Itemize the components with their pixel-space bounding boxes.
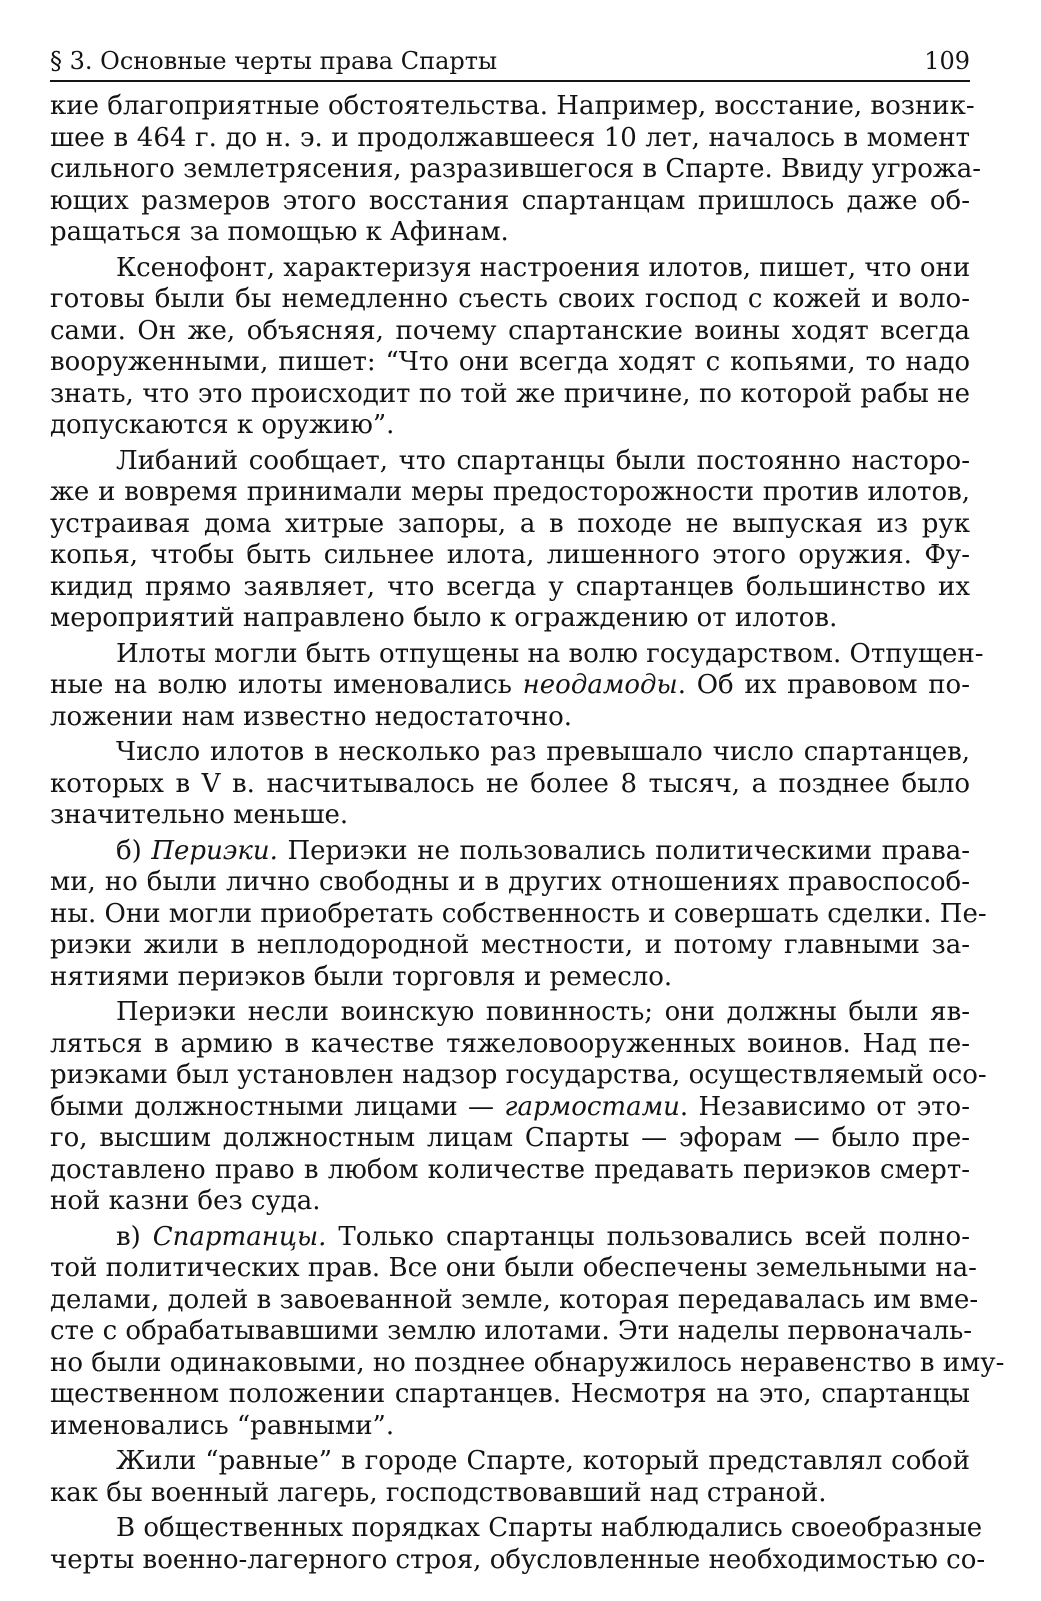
- text-line: но были одинаковыми, но позднее обнаружилось неравенство в иму-: [50, 1347, 1005, 1378]
- text-line: допускаются к оружию”.: [50, 410, 395, 440]
- text-line: ны. Они могли приобретать собственность и совершать сделки. Пе-: [50, 898, 987, 929]
- paragraph: [50, 91, 982, 249]
- text-line: В общественных порядках Спарты наблюдались своеобразные: [116, 1513, 983, 1543]
- page-number: 109: [924, 47, 970, 75]
- text-line: ной казни без суда.: [50, 1186, 321, 1216]
- text-line: ющих размеров этого восстания спартанцам пришлось даже об-: [50, 185, 970, 216]
- paragraph: [50, 638, 984, 734]
- text-line: Число илотов в несколько раз превышало число спартанцев,: [116, 737, 970, 767]
- text-line: вооруженными, пишет: “Что они всегда ходят с копьями, то надо: [50, 347, 970, 377]
- body-text: [50, 91, 1005, 1576]
- text-line: копья, чтобы быть сильнее илота, лишенного этого оружия. Фу-: [50, 540, 970, 570]
- running-header: [50, 44, 970, 76]
- text-line: знать, что это происходит по той же причине, по которой рабы не: [50, 378, 970, 409]
- paragraph: [50, 1446, 970, 1509]
- text-line: щественном положении спартанцев. Несмотря на это, спартанцы: [50, 1379, 970, 1409]
- text-line: устраивая дома хитрые запоры, а в походе не выпуская из рук: [50, 508, 970, 539]
- text-line: сами. Он же, объясняя, почему спартанские воины ходят всегда: [50, 315, 970, 346]
- text-line: б) Периэки. Периэки не пользовались политическими права-: [116, 835, 970, 866]
- paragraph: [50, 446, 970, 635]
- text-line: делами, долей в завоеванной земле, которая передавалась им вме-: [50, 1284, 979, 1315]
- header-rule: [50, 80, 970, 82]
- text-line: Периэки несли воинскую повинность; они должны были яв-: [116, 997, 970, 1027]
- text-line: Жили “равные” в городе Спарте, который представлял собой: [116, 1446, 970, 1476]
- text-line: которых в V в. насчитывалось не более 8 тысяч, а позднее было: [50, 768, 970, 799]
- paragraph: [50, 997, 987, 1218]
- text-line: Ксенофонт, характеризуя настроения илотов, пишет, что они: [116, 252, 971, 283]
- paragraph: [50, 1513, 986, 1576]
- text-line: ные на волю илоты именовались неодамоды. Об их правовом по-: [50, 670, 970, 700]
- text-line: значительно меньше.: [50, 800, 349, 830]
- text-line: именовались “равными”.: [50, 1410, 395, 1441]
- text-line: Либаний сообщает, что спартанцы были постоянно насторо-: [116, 445, 970, 476]
- section-title: § 3. Основные черты права Спарты: [50, 47, 498, 75]
- text-line: готовы были бы немедленно съесть своих господ с кожей и воло-: [50, 284, 970, 314]
- paragraph: [50, 253, 970, 442]
- text-line: черты военно-лагерного строя, обусловленные необходимостью со-: [50, 1544, 986, 1575]
- text-line: ми, но были лично свободны и в других отношениях правоспособ-: [50, 867, 970, 897]
- text-line: ложении нам известно недостаточно.: [50, 701, 573, 732]
- text-line: мероприятий направлено было к ограждению от илотов.: [50, 603, 838, 633]
- text-line: риэки жили в неплодородной местности, и потому главными за-: [50, 930, 970, 960]
- text-line: сильного землетрясения, разразившегося в Спарте. Ввиду угрожа-: [50, 154, 982, 184]
- text-line: нятиями периэков были торговля и ремесло.: [50, 961, 673, 992]
- text-line: ляться в армию в качестве тяжеловооруженных воинов. Над пе-: [50, 1028, 970, 1059]
- paragraph: [50, 1221, 1005, 1443]
- text-line: как бы военный лагерь, господствовавший над страной.: [50, 1477, 827, 1508]
- text-line: в) Спартанцы. Только спартанцы пользовались всей полно-: [116, 1221, 970, 1252]
- text-line: той политических прав. Все они были обеспечены земельными на-: [50, 1253, 977, 1283]
- text-line: шее в 464 г. до н. э. и продолжавшееся 10 лет, началось в момент: [50, 122, 970, 153]
- paragraph: [50, 737, 970, 832]
- text-line: кидид прямо заявляет, что всегда у спартанцев большинство их: [50, 571, 970, 602]
- text-line: доставлено право в любом количестве предавать периэков смерт-: [50, 1154, 970, 1185]
- text-line: сте с обрабатывавшими землю илотами. Эти наделы первоначаль-: [50, 1316, 973, 1346]
- text-line: же и вовремя принимали меры предосторожности против илотов,: [50, 477, 970, 507]
- text-line: быми должностными лицами — гармостами. Независимо от это-: [50, 1091, 970, 1122]
- text-line: ращаться за помощью к Афинам.: [50, 217, 509, 247]
- paragraph: [50, 835, 987, 994]
- text-line: риэками был установлен надзор государства, осуществляемый осо-: [50, 1060, 987, 1090]
- text-line: кие благоприятные обстоятельства. Например, восстание, возник-: [50, 91, 975, 121]
- text-line: Илоты могли быть отпущены на волю государством. Отпущен-: [116, 638, 984, 669]
- text-line: го, высшим должностным лицам Спарты — эфорам — было пре-: [50, 1123, 970, 1153]
